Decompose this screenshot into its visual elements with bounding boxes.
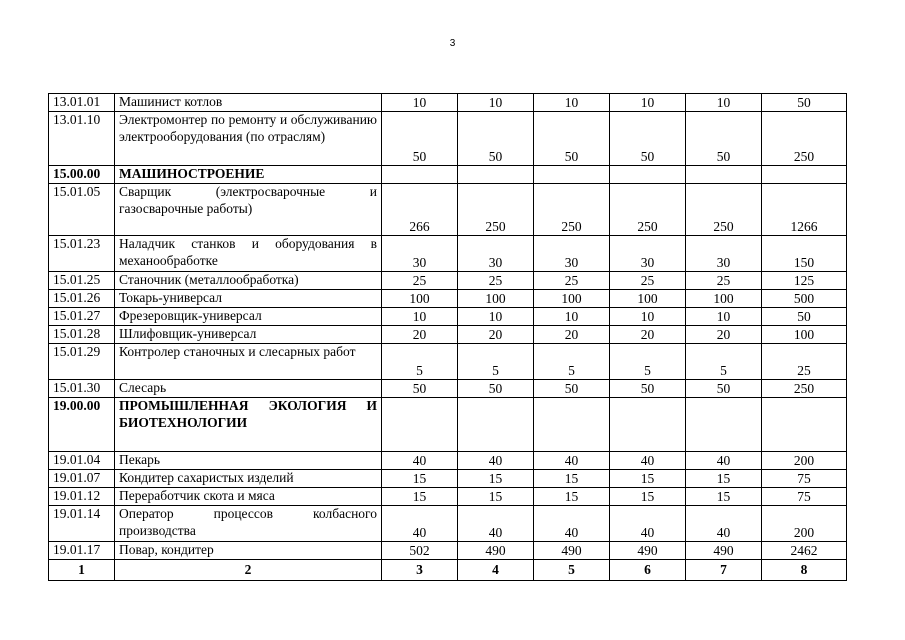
value-cell: 15 [382,488,458,506]
value-cell [610,398,686,452]
value-cell [686,166,762,184]
value-cell [458,398,534,452]
value-cell [382,166,458,184]
value-cell [458,166,534,184]
profession-name: Электромонтер по ремонту и обслуживанию электрооборудования (по отраслям) [115,112,382,166]
value-cell: 20 [686,326,762,344]
value-cell: 40 [610,506,686,542]
value-cell: 10 [382,94,458,112]
table-row [49,112,847,166]
section-row [49,398,847,452]
value-cell: 100 [610,290,686,308]
value-cell: 20 [610,326,686,344]
profession-name: Наладчик станков и оборудования в механообработке [115,236,382,272]
value-cell: 75 [762,470,847,488]
code-cell: 19.01.17 [49,542,115,560]
value-cell: 50 [458,112,534,166]
value-cell: 40 [382,506,458,542]
section-row [49,166,847,184]
column-number: 3 [382,560,458,581]
value-cell: 30 [610,236,686,272]
column-number: 4 [458,560,534,581]
value-cell [762,398,847,452]
value-cell: 10 [534,94,610,112]
code-cell: 15.01.30 [49,380,115,398]
value-cell: 266 [382,184,458,236]
value-cell: 25 [458,272,534,290]
profession-name: Токарь-универсал [115,290,382,308]
column-number: 8 [762,560,847,581]
value-cell [610,166,686,184]
code-cell: 19.01.14 [49,506,115,542]
value-cell: 502 [382,542,458,560]
profession-name: Слесарь [115,380,382,398]
value-cell: 200 [762,506,847,542]
section-title: ПРОМЫШЛЕННАЯ ЭКОЛОГИЯ И БИОТЕХНОЛОГИИ [115,398,382,452]
profession-name: Контролер станочных и слесарных работ [115,344,382,380]
profession-name: Сварщик (электросварочные и газосварочные работы) [115,184,382,236]
code-cell: 15.01.05 [49,184,115,236]
value-cell: 25 [686,272,762,290]
value-cell: 500 [762,290,847,308]
code-cell: 13.01.10 [49,112,115,166]
value-cell: 40 [686,452,762,470]
value-cell: 200 [762,452,847,470]
value-cell: 20 [534,326,610,344]
value-cell: 15 [534,488,610,506]
code-cell: 15.01.29 [49,344,115,380]
code-cell: 19.00.00 [49,398,115,452]
value-cell: 25 [762,344,847,380]
value-cell: 490 [610,542,686,560]
table-row [49,506,847,542]
value-cell: 2462 [762,542,847,560]
table-row [49,308,847,326]
table-row [49,542,847,560]
table-row [49,94,847,112]
code-cell: 19.01.07 [49,470,115,488]
value-cell: 15 [382,470,458,488]
profession-name: Оператор процессов колбасного производства [115,506,382,542]
profession-name: Кондитер сахаристых изделий [115,470,382,488]
code-cell: 15.01.26 [49,290,115,308]
value-cell [534,398,610,452]
value-cell: 50 [686,380,762,398]
value-cell: 50 [610,112,686,166]
value-cell: 490 [686,542,762,560]
value-cell: 5 [458,344,534,380]
table-row [49,326,847,344]
value-cell: 100 [382,290,458,308]
value-cell: 50 [382,380,458,398]
value-cell: 30 [458,236,534,272]
value-cell: 40 [534,452,610,470]
value-cell: 50 [610,380,686,398]
value-cell: 20 [382,326,458,344]
column-number: 7 [686,560,762,581]
column-number: 5 [534,560,610,581]
value-cell: 50 [534,112,610,166]
code-cell: 15.01.28 [49,326,115,344]
value-cell: 40 [534,506,610,542]
value-cell: 25 [610,272,686,290]
column-numbers-row [49,560,847,581]
value-cell: 75 [762,488,847,506]
table-row [49,290,847,308]
enrollment-table [48,93,847,581]
code-cell: 15.01.27 [49,308,115,326]
column-number: 6 [610,560,686,581]
profession-name: Шлифовщик-универсал [115,326,382,344]
value-cell: 30 [534,236,610,272]
code-cell: 19.01.04 [49,452,115,470]
value-cell: 40 [458,452,534,470]
value-cell: 15 [686,470,762,488]
value-cell: 5 [382,344,458,380]
value-cell: 10 [458,94,534,112]
code-cell: 13.01.01 [49,94,115,112]
table-row [49,452,847,470]
table-row [49,184,847,236]
value-cell: 10 [534,308,610,326]
value-cell: 50 [534,380,610,398]
value-cell: 250 [762,112,847,166]
code-cell: 15.01.23 [49,236,115,272]
value-cell: 15 [610,470,686,488]
value-cell: 10 [686,308,762,326]
value-cell: 30 [382,236,458,272]
value-cell: 10 [610,94,686,112]
value-cell [762,166,847,184]
code-cell: 19.01.12 [49,488,115,506]
value-cell: 100 [458,290,534,308]
value-cell: 10 [382,308,458,326]
value-cell: 15 [458,488,534,506]
value-cell: 40 [458,506,534,542]
value-cell: 5 [610,344,686,380]
column-number: 2 [115,560,382,581]
profession-name: Машинист котлов [115,94,382,112]
value-cell: 40 [382,452,458,470]
value-cell: 25 [382,272,458,290]
value-cell: 100 [686,290,762,308]
value-cell: 10 [610,308,686,326]
table-row [49,272,847,290]
value-cell: 100 [534,290,610,308]
value-cell: 30 [686,236,762,272]
value-cell: 125 [762,272,847,290]
table-row [49,470,847,488]
value-cell: 10 [686,94,762,112]
value-cell: 250 [762,380,847,398]
profession-name: Повар, кондитер [115,542,382,560]
section-title: МАШИНОСТРОЕНИЕ [115,166,382,184]
table-row [49,488,847,506]
value-cell: 490 [534,542,610,560]
table-row [49,344,847,380]
profession-name: Фрезеровщик-универсал [115,308,382,326]
table-row [49,236,847,272]
value-cell: 250 [610,184,686,236]
value-cell: 15 [534,470,610,488]
column-number: 1 [49,560,115,581]
value-cell: 15 [610,488,686,506]
value-cell [534,166,610,184]
value-cell: 50 [762,94,847,112]
value-cell: 50 [686,112,762,166]
profession-name: Пекарь [115,452,382,470]
value-cell: 490 [458,542,534,560]
value-cell [382,398,458,452]
value-cell: 15 [686,488,762,506]
value-cell [686,398,762,452]
value-cell: 5 [686,344,762,380]
value-cell: 10 [458,308,534,326]
code-cell: 15.01.25 [49,272,115,290]
value-cell: 250 [686,184,762,236]
value-cell: 25 [534,272,610,290]
value-cell: 20 [458,326,534,344]
value-cell: 40 [686,506,762,542]
profession-name: Переработчик скота и мяса [115,488,382,506]
table-row [49,380,847,398]
value-cell: 150 [762,236,847,272]
page-number: 3 [449,38,456,49]
value-cell: 250 [458,184,534,236]
value-cell: 1266 [762,184,847,236]
value-cell: 50 [762,308,847,326]
value-cell: 100 [762,326,847,344]
value-cell: 5 [534,344,610,380]
value-cell: 50 [382,112,458,166]
code-cell: 15.00.00 [49,166,115,184]
value-cell: 50 [458,380,534,398]
value-cell: 40 [610,452,686,470]
profession-name: Станочник (металлообработка) [115,272,382,290]
value-cell: 250 [534,184,610,236]
value-cell: 15 [458,470,534,488]
